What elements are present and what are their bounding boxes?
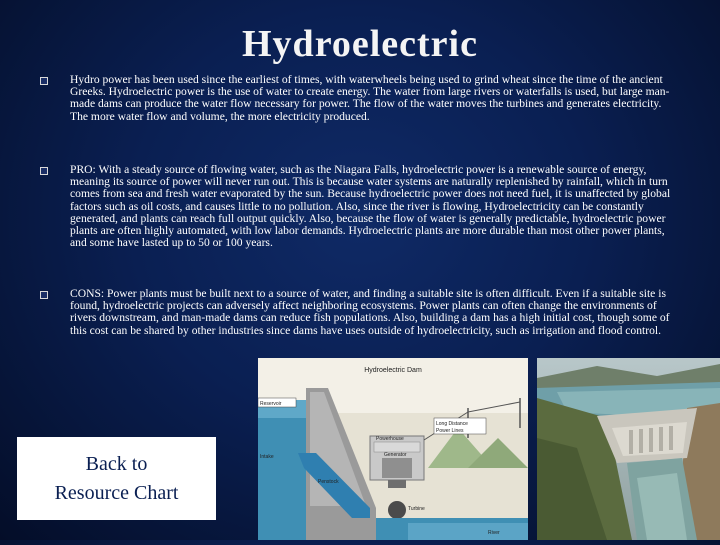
back-to-resource-chart-button[interactable] bbox=[17, 437, 216, 520]
label-penstock: Penstock bbox=[318, 479, 339, 485]
bullet-pro bbox=[40, 164, 682, 249]
dam-photo bbox=[537, 358, 720, 540]
label-powerhouse: Powerhouse bbox=[376, 436, 404, 442]
label-generator: Generator bbox=[384, 452, 407, 458]
label-reservoir: Reservoir bbox=[260, 401, 282, 407]
dam-photo-svg bbox=[537, 358, 720, 540]
dam-diagram-svg bbox=[258, 358, 528, 540]
label-river: River bbox=[488, 530, 500, 536]
bullet-text: CONS: Power plants must be built next to a source of water, and finding a suitable site is often difficult. Even if a suitable site is found, hydroelectric projects can adversely affect neighboring ecosystems. Power plants can often change the environments of rivers downstream, and man-made dams can reduce fish populations. Also, building a dam has a high initial cost, though some of this cost can be shared by other industries since dams have uses outside of hydroelectricity, such as irrigation and flood control. bbox=[70, 287, 670, 337]
hydroelectric-dam-diagram bbox=[258, 358, 528, 540]
bullet-cons bbox=[40, 288, 682, 337]
bullet-square-icon bbox=[40, 77, 48, 85]
bullet-text: Hydro power has been used since the earliest of times, with waterwheels being used to grind wheat since the time of the ancient Greeks. Hydroelectric power is the use of water to create energy. The water from large rivers or waterfalls is used, but large man-made dams can produce the water flow necessary for power. The flow of the water moves the turbines and generates electricity. The more water flow and volume, the more electricity produced. bbox=[70, 73, 670, 123]
bullet-square-icon bbox=[40, 167, 48, 175]
bullet-text: PRO: With a steady source of flowing water, such as the Niagara Falls, hydroelectric power is a renewable source of energy, meaning its source of power will never run out. This is because water systems are naturally replenished by rainfall, which in turn comes from sea and fresh water evaporated by the sun. Because hydroelectric power does not need fuel, it is unaffected by global factors such as oil costs, and causes little to no pollution. Also, since the river is flowing, Hydroelectricity can be constantly generated, and plants can reach full output quickly. Also, because the flow of water is generally predictable, hydroelectric power plants are often highly automated, with low labor demands. Hydroelectric plants are more durable than most other power plants, and some have lasted up to 50 or 100 years. bbox=[70, 163, 671, 250]
label-long-distance: Long Distance bbox=[436, 421, 468, 427]
bullet-history bbox=[40, 74, 682, 123]
label-intake: Intake bbox=[260, 454, 274, 460]
label-power-lines: Power Lines bbox=[436, 428, 464, 434]
label-turbine: Turbine bbox=[408, 506, 425, 512]
slide-title: Hydroelectric bbox=[242, 23, 478, 65]
bullet-square-icon bbox=[40, 291, 48, 299]
back-button-line2: Resource Chart bbox=[54, 481, 179, 504]
back-button-line1: Back to bbox=[85, 452, 148, 475]
diagram-title: Hydroelectric Dam bbox=[364, 367, 422, 374]
